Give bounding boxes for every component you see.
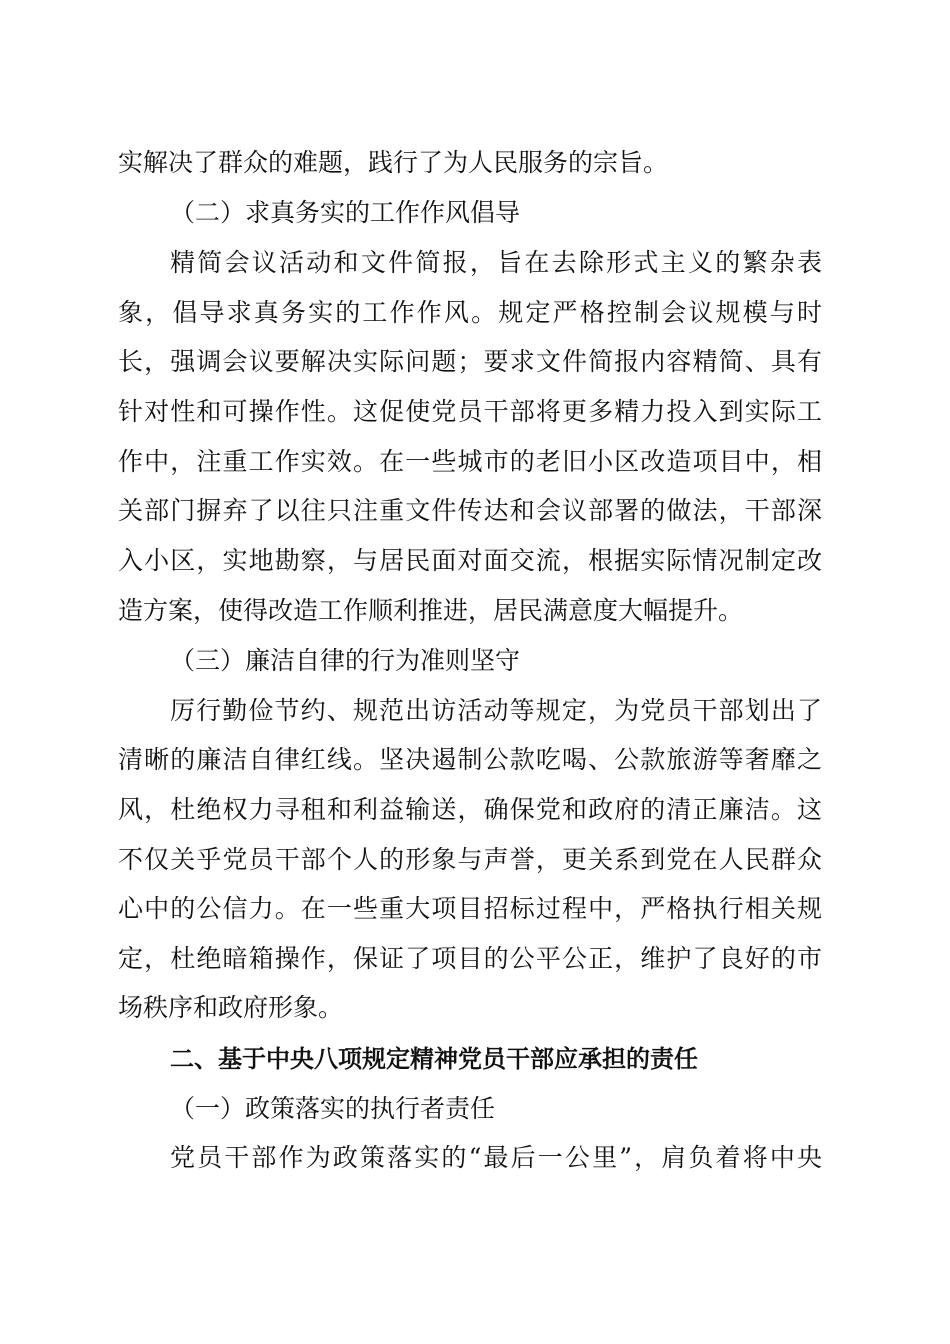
paragraph-line: 心中的公信力。在一些重大项目招标过程中，严格执行相关规	[118, 894, 822, 923]
paragraph-line: 厉行勤俭节约、规范出访活动等规定，为党员干部划出了	[170, 696, 822, 725]
paragraph-line: 定，杜绝暗箱操作，保证了项目的公平公正，维护了良好的市	[118, 944, 822, 973]
subsection-heading: （三）廉洁自律的行为准则坚守	[170, 646, 521, 675]
subsection-heading: （二）求真务实的工作作风倡导	[170, 198, 521, 227]
subsection-heading: （一）政策落实的执行者责任	[170, 1094, 496, 1123]
paragraph-line: 造方案，使得改造工作顺利推进，居民满意度大幅提升。	[118, 596, 744, 625]
paragraph-line: 风，杜绝权力寻租和利益输送，确保党和政府的清正廉洁。这	[118, 795, 822, 824]
paragraph-line: 长，强调会议要解决实际问题；要求文件简报内容精简、具有	[118, 347, 822, 376]
paragraph-line: 清晰的廉洁自律红线。坚决遏制公款吃喝、公款旅游等奢靡之	[118, 745, 822, 774]
paragraph-line: 入小区，实地勘察，与居民面对面交流，根据实际情况制定改	[118, 546, 822, 575]
paragraph-line: 不仅关乎党员干部个人的形象与声誉，更关系到党在人民群众	[118, 845, 822, 874]
section-heading: 二、基于中央八项规定精神党员干部应承担的责任	[170, 1045, 698, 1073]
paragraph-line: 精简会议活动和文件简报，旨在去除形式主义的繁杂表	[170, 248, 822, 277]
paragraph-line: 关部门摒弃了以往只注重文件传达和会议部署的做法，干部深	[118, 496, 822, 525]
paragraph-line: 场秩序和政府形象。	[118, 993, 344, 1022]
paragraph-line: 作中，注重工作实效。在一些城市的老旧小区改造项目中，相	[118, 447, 822, 476]
paragraph-line: 实解决了群众的难题，践行了为人民服务的宗旨。	[118, 148, 669, 177]
paragraph-line: 针对性和可操作性。这促使党员干部将更多精力投入到实际工	[118, 397, 822, 426]
paragraph-line: 象，倡导求真务实的工作作风。规定严格控制会议规模与时	[118, 298, 822, 327]
paragraph-line: 党员干部作为政策落实的“最后一公里”，肩负着将中央	[170, 1143, 822, 1172]
